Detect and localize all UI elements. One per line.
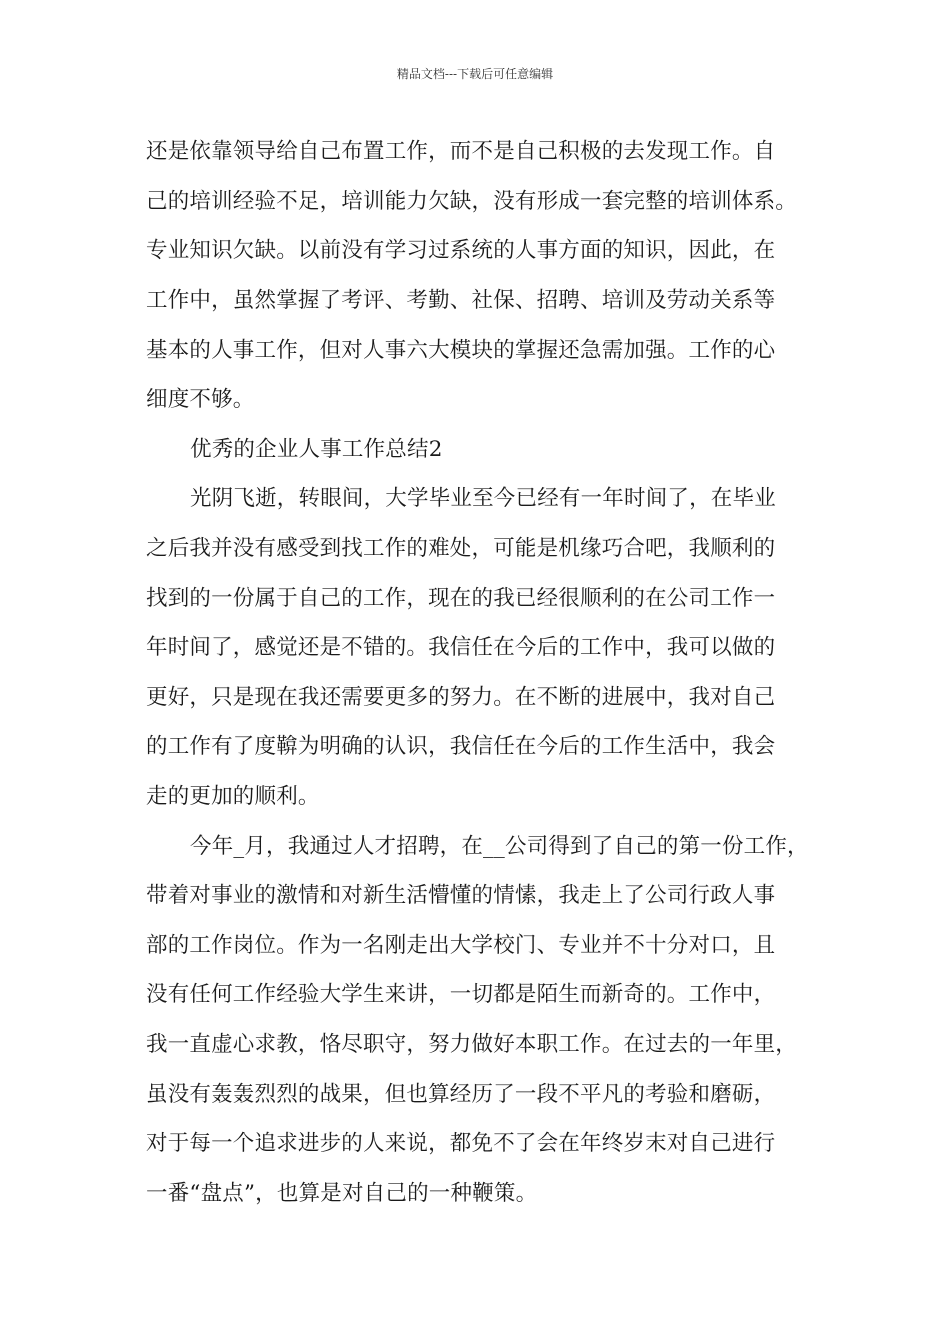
- text-line: 光阴飞逝，转眼间，大学毕业至今已经有一年时间了，在毕业: [190, 486, 776, 511]
- text-line: 对于每一个追求进步的人来说，都免不了会在年终岁末对自己进行: [146, 1131, 776, 1156]
- text-line: 今年_月，我通过人才招聘，在__公司得到了自己的第一份工作，: [190, 834, 809, 859]
- text-line: 年时间了，感觉还是不错的。我信任在今后的工作中，我可以做的: [146, 635, 776, 660]
- text-line: 我一直虚心求教，恪尽职守，努力做好本职工作。在过去的一年里，: [146, 1032, 798, 1057]
- text-line: 细度不够。: [146, 387, 255, 412]
- text-line: 基本的人事工作，但对人事六大模块的掌握还急需加强。工作的心: [146, 338, 776, 363]
- text-line: 走的更加的顺利。: [146, 784, 320, 809]
- text-line: 专业知识欠缺。以前没有学习过系统的人事方面的知识，因此，在: [146, 238, 776, 263]
- text-line: 工作中，虽然掌握了考评、考勤、社保、招聘、培训及劳动关系等: [146, 288, 776, 313]
- text-line: 还是依靠领导给自己布置工作，而不是自己积极的去发现工作。自: [146, 139, 776, 164]
- text-line: 更好，只是现在我还需要更多的努力。在不断的进展中，我对自己: [146, 685, 776, 710]
- text-line: 虽没有轰轰烈烈的战果，但也算经历了一段不平凡的考验和磨砺，: [146, 1082, 776, 1107]
- text-line: 没有任何工作经验大学生来讲，一切都是陌生而新奇的。工作中，: [146, 982, 776, 1007]
- page-header: 精品文档---下载后可任意编辑: [396, 67, 554, 81]
- text-line: 的工作有了度鞥为明确的认识，我信任在今后的工作生活中，我会: [146, 734, 776, 759]
- text-line: 找到的一份属于自己的工作，现在的我已经很顺利的在公司工作一: [146, 586, 776, 611]
- text-line: 部的工作岗位。作为一名刚走出大学校门、专业并不十分对口，且: [146, 933, 776, 958]
- text-line: 之后我并没有感受到找工作的难处，可能是机缘巧合吧，我顺利的: [146, 536, 776, 561]
- text-line: 带着对事业的激情和对新生活懵懂的情愫，我走上了公司行政人事: [146, 883, 776, 908]
- text-line: 一番“盘点”，也算是对自己的一种鞭策。: [146, 1181, 538, 1206]
- text-line: 己的培训经验不足，培训能力欠缺，没有形成一套完整的培训体系。: [146, 189, 798, 214]
- heading-text: 优秀的企业人事工作总结2: [190, 437, 443, 462]
